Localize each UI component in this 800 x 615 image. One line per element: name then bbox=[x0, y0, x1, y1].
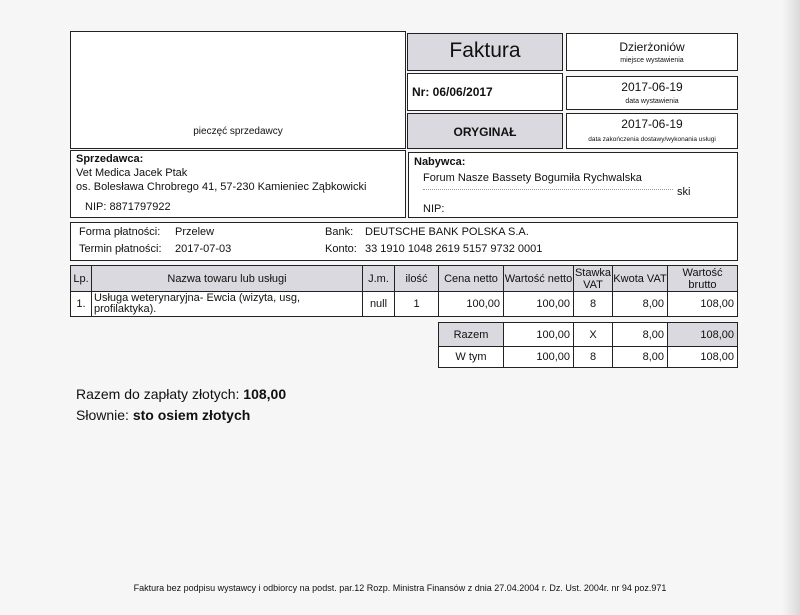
row-rate: 8 bbox=[573, 291, 613, 317]
account-label: Konto: bbox=[325, 243, 357, 255]
summary-total-label: Razem bbox=[438, 322, 504, 347]
col-qty-header: ilość bbox=[394, 265, 439, 292]
col-lp-header: Lp. bbox=[70, 265, 92, 292]
original-label: ORYGINAŁ bbox=[453, 125, 517, 139]
stamp-caption: pieczęć sprzedawcy bbox=[193, 126, 283, 137]
row-vat: 8,00 bbox=[612, 291, 668, 317]
seller-name: Vet Medica Jacek Ptak bbox=[76, 167, 188, 179]
col-name-header: Nazwa towaru lub usługi bbox=[91, 265, 363, 292]
col-price-header: Cena netto bbox=[438, 265, 504, 292]
buyer-address-suffix: ski bbox=[677, 186, 691, 198]
payment-method-value: Przelew bbox=[175, 226, 215, 238]
row-name: Usługa weterynaryjna- Ewcia (wizyta, usg, profilaktyka). bbox=[91, 291, 363, 317]
invoice-title: Faktura bbox=[449, 39, 521, 62]
amount-in-words bbox=[76, 407, 250, 423]
summary-breakdown-vat: 8,00 bbox=[612, 346, 668, 368]
buyer-address-redacted bbox=[423, 189, 673, 198]
row-unit: null bbox=[362, 291, 395, 317]
bank-label: Bank: bbox=[325, 226, 354, 238]
issue-caption: data wystawienia bbox=[625, 98, 679, 105]
seller-box bbox=[70, 150, 406, 218]
account-value: 33 1910 1048 2619 5157 9732 0001 bbox=[365, 243, 543, 255]
summary-total-vat: 8,00 bbox=[612, 322, 668, 347]
scan-edge bbox=[782, 0, 800, 615]
place-caption: miejsce wystawienia bbox=[620, 57, 684, 64]
summary-total-net: 100,00 bbox=[503, 322, 574, 347]
buyer-heading: Nabywca: bbox=[414, 156, 466, 168]
delivery-date: 2017-06-19 bbox=[621, 117, 683, 131]
seller-heading: Sprzedawca: bbox=[76, 153, 144, 165]
original-box bbox=[407, 113, 563, 149]
amount-words-value: sto osiem złotych bbox=[132, 407, 251, 423]
invoice-number-box bbox=[407, 73, 563, 111]
buyer-box bbox=[408, 152, 738, 218]
summary-breakdown-gross: 108,00 bbox=[667, 346, 738, 368]
delivery-caption: data zakończenia dostawy/wykonania usługi bbox=[588, 136, 716, 143]
summary-total-gross: 108,00 bbox=[667, 322, 738, 347]
place-value: Dzierżoniów bbox=[619, 40, 685, 54]
amount-due-label: Razem do zapłaty złotych: bbox=[76, 386, 240, 402]
col-gross-header: Wartość brutto bbox=[667, 265, 738, 292]
amount-words-label: Słownie: bbox=[76, 407, 129, 423]
summary-breakdown-net: 100,00 bbox=[503, 346, 574, 368]
buyer-nip: NIP: bbox=[423, 203, 445, 215]
buyer-name: Forum Nasze Bassety Bogumiła Rychwalska bbox=[423, 172, 642, 184]
payment-due-label: Termin płatności: bbox=[79, 243, 162, 255]
col-unit-header: J.m. bbox=[362, 265, 395, 292]
seller-stamp-box bbox=[70, 31, 406, 149]
payment-method-label: Forma płatności: bbox=[79, 226, 161, 238]
col-vat-header: Kwota VAT bbox=[612, 265, 668, 292]
summary-total-rate: X bbox=[573, 322, 613, 347]
legal-footnote: Faktura bez podpisu wystawcy i odbiorcy na podst. par.12 Rozp. Ministra Finansów z dnia 27.04.2004 r. Dz. Ust. 2004r. nr 94 poz.971 bbox=[133, 583, 667, 593]
row-qty: 1 bbox=[394, 291, 439, 317]
payment-box bbox=[70, 222, 738, 261]
row-lp: 1. bbox=[70, 291, 92, 317]
invoice-number: Nr: 06/06/2017 bbox=[412, 85, 493, 99]
col-rate-header: Stawka VAT bbox=[574, 266, 612, 291]
summary-breakdown-rate: 8 bbox=[573, 346, 613, 368]
bank-value: DEUTSCHE BANK POLSKA S.A. bbox=[365, 226, 529, 238]
seller-nip: NIP: 8871797922 bbox=[85, 201, 171, 213]
col-net-header: Wartość netto bbox=[503, 265, 574, 292]
delivery-date-box bbox=[566, 113, 738, 149]
row-gross: 108,00 bbox=[667, 291, 738, 317]
issue-date-box bbox=[566, 76, 738, 110]
amount-due-value: 108,00 bbox=[243, 386, 287, 402]
payment-due-value: 2017-07-03 bbox=[175, 243, 232, 255]
row-price: 100,00 bbox=[438, 291, 504, 317]
issue-date: 2017-06-19 bbox=[621, 80, 683, 94]
summary-breakdown-label: W tym bbox=[438, 346, 504, 368]
place-box bbox=[566, 33, 738, 71]
invoice-title-box bbox=[407, 33, 563, 71]
row-net: 100,00 bbox=[503, 291, 574, 317]
seller-address: os. Bolesława Chrobrego 41, 57-230 Kamieniec Ząbkowicki bbox=[76, 181, 367, 193]
amount-due bbox=[76, 386, 286, 402]
